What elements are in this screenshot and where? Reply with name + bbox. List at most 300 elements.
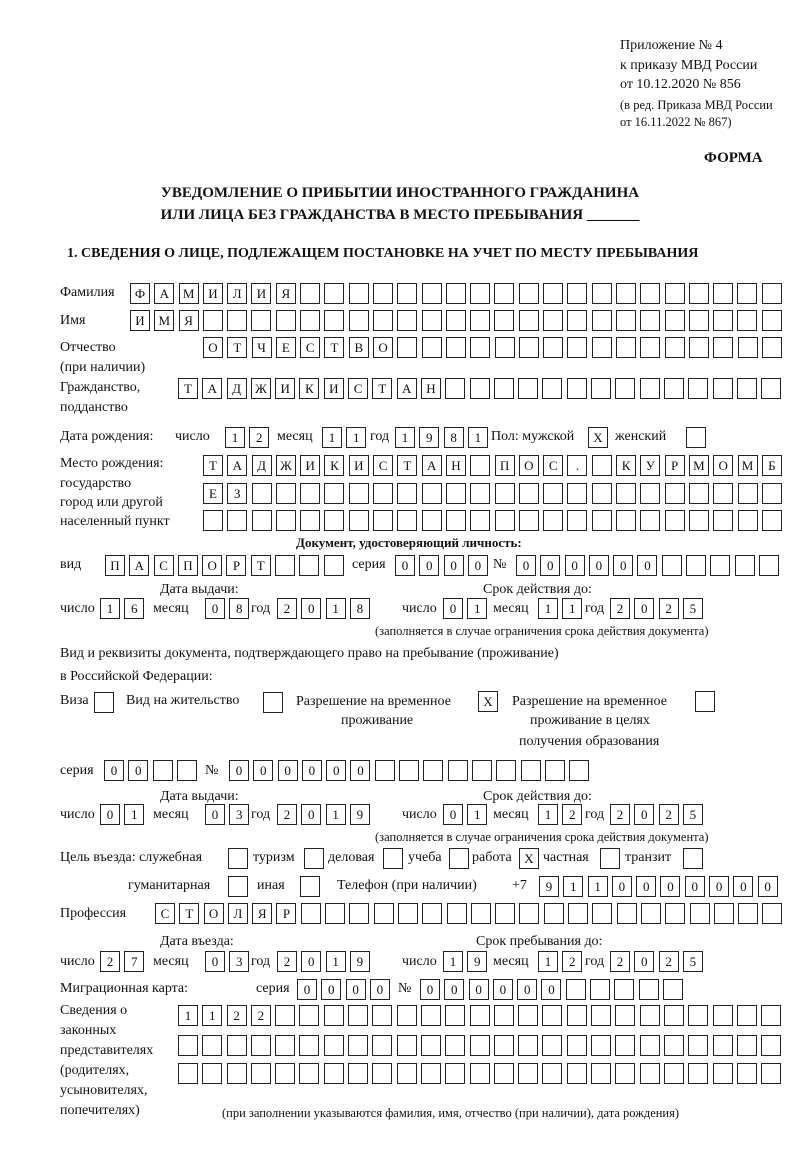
char-cell[interactable]: 1 <box>467 804 487 825</box>
char-cell[interactable] <box>713 483 733 504</box>
char-cell[interactable]: 0 <box>321 979 341 1000</box>
char-cell[interactable]: 0 <box>370 979 390 1000</box>
char-cell[interactable]: 0 <box>297 979 317 1000</box>
char-cell[interactable] <box>738 483 758 504</box>
char-cell[interactable] <box>422 903 442 924</box>
char-cell[interactable] <box>276 310 296 331</box>
char-cell[interactable] <box>543 337 563 358</box>
char-cell[interactable] <box>299 555 319 576</box>
char-cell[interactable]: 2 <box>562 804 582 825</box>
stay-issue-year[interactable] <box>277 804 370 825</box>
char-cell[interactable] <box>445 1063 465 1084</box>
char-cell[interactable]: 1 <box>563 876 583 897</box>
char-cell[interactable] <box>545 760 565 781</box>
char-cell[interactable]: О <box>204 903 224 924</box>
char-cell[interactable]: Л <box>227 283 247 304</box>
char-cell[interactable] <box>300 483 320 504</box>
char-cell[interactable] <box>542 1063 562 1084</box>
entry-year[interactable] <box>277 951 370 972</box>
char-cell[interactable] <box>592 337 612 358</box>
char-cell[interactable] <box>348 1005 368 1026</box>
char-cell[interactable] <box>471 903 491 924</box>
char-cell[interactable] <box>592 510 612 531</box>
char-cell[interactable] <box>202 1063 222 1084</box>
char-cell[interactable] <box>761 1035 781 1056</box>
char-cell[interactable] <box>713 378 733 399</box>
mc-series-field[interactable] <box>297 979 390 1000</box>
char-cell[interactable]: 0 <box>517 979 537 1000</box>
char-cell[interactable] <box>348 1063 368 1084</box>
id-issue-year[interactable] <box>277 598 370 619</box>
char-cell[interactable] <box>664 1035 684 1056</box>
char-cell[interactable] <box>495 510 515 531</box>
char-cell[interactable]: 5 <box>683 804 703 825</box>
char-cell[interactable] <box>592 310 612 331</box>
char-cell[interactable] <box>421 1063 441 1084</box>
char-cell[interactable] <box>494 310 514 331</box>
char-cell[interactable] <box>518 1035 538 1056</box>
char-cell[interactable] <box>762 310 782 331</box>
char-cell[interactable]: С <box>154 555 174 576</box>
char-cell[interactable]: 0 <box>326 760 346 781</box>
char-cell[interactable] <box>397 510 417 531</box>
char-cell[interactable] <box>591 1063 611 1084</box>
char-cell[interactable] <box>518 1005 538 1026</box>
phone-field[interactable] <box>539 876 778 897</box>
char-cell[interactable]: Д <box>252 455 272 476</box>
char-cell[interactable] <box>324 483 344 504</box>
char-cell[interactable]: Р <box>665 455 685 476</box>
char-cell[interactable]: 0 <box>589 555 609 576</box>
char-cell[interactable] <box>449 848 469 869</box>
birth-place-field[interactable] <box>203 483 782 504</box>
char-cell[interactable]: 0 <box>395 555 415 576</box>
char-cell[interactable]: К <box>616 455 636 476</box>
char-cell[interactable]: 0 <box>634 804 654 825</box>
char-cell[interactable] <box>494 1035 514 1056</box>
char-cell[interactable] <box>640 337 660 358</box>
char-cell[interactable]: М <box>154 310 174 331</box>
char-cell[interactable] <box>299 1063 319 1084</box>
char-cell[interactable] <box>710 555 730 576</box>
char-cell[interactable]: А <box>202 378 222 399</box>
char-cell[interactable] <box>494 1063 514 1084</box>
char-cell[interactable] <box>399 760 419 781</box>
char-cell[interactable] <box>590 979 610 1000</box>
char-cell[interactable] <box>227 1063 247 1084</box>
char-cell[interactable] <box>665 903 685 924</box>
char-cell[interactable] <box>422 510 442 531</box>
char-cell[interactable]: 0 <box>444 979 464 1000</box>
char-cell[interactable] <box>397 1063 417 1084</box>
char-cell[interactable] <box>665 283 685 304</box>
char-cell[interactable]: 1 <box>100 598 120 619</box>
char-cell[interactable]: Т <box>324 337 344 358</box>
char-cell[interactable]: 2 <box>610 598 630 619</box>
char-cell[interactable] <box>686 555 706 576</box>
char-cell[interactable] <box>738 337 758 358</box>
birth-day-field[interactable] <box>225 427 269 448</box>
char-cell[interactable] <box>543 283 563 304</box>
char-cell[interactable]: 0 <box>229 760 249 781</box>
char-cell[interactable] <box>275 1063 295 1084</box>
purpose-work-checkbox[interactable] <box>519 848 539 869</box>
char-cell[interactable] <box>423 760 443 781</box>
char-cell[interactable]: Н <box>421 378 441 399</box>
char-cell[interactable] <box>304 848 324 869</box>
char-cell[interactable]: О <box>203 337 223 358</box>
char-cell[interactable] <box>686 427 706 448</box>
char-cell[interactable] <box>373 510 393 531</box>
char-cell[interactable] <box>592 483 612 504</box>
char-cell[interactable] <box>445 1035 465 1056</box>
birth-place-field[interactable] <box>203 455 782 476</box>
char-cell[interactable]: 0 <box>443 804 463 825</box>
char-cell[interactable] <box>325 903 345 924</box>
char-cell[interactable]: 0 <box>420 979 440 1000</box>
char-cell[interactable] <box>737 378 757 399</box>
char-cell[interactable]: О <box>713 455 733 476</box>
char-cell[interactable] <box>397 483 417 504</box>
id-issue-month[interactable] <box>205 598 249 619</box>
char-cell[interactable]: 2 <box>251 1005 271 1026</box>
char-cell[interactable] <box>616 337 636 358</box>
char-cell[interactable]: Ж <box>276 455 296 476</box>
char-cell[interactable] <box>567 510 587 531</box>
char-cell[interactable] <box>472 760 492 781</box>
char-cell[interactable]: 3 <box>229 804 249 825</box>
char-cell[interactable] <box>422 337 442 358</box>
char-cell[interactable] <box>228 876 248 897</box>
stay-valid-year[interactable] <box>610 804 703 825</box>
char-cell[interactable] <box>397 1035 417 1056</box>
char-cell[interactable] <box>397 1005 417 1026</box>
char-cell[interactable]: О <box>373 337 393 358</box>
char-cell[interactable]: Е <box>203 483 223 504</box>
char-cell[interactable] <box>251 1063 271 1084</box>
stay-until-month[interactable] <box>538 951 582 972</box>
char-cell[interactable] <box>567 283 587 304</box>
char-cell[interactable]: И <box>251 283 271 304</box>
profession-field[interactable] <box>155 903 782 924</box>
char-cell[interactable]: 0 <box>733 876 753 897</box>
char-cell[interactable]: 2 <box>610 951 630 972</box>
id-valid-month[interactable] <box>538 598 582 619</box>
char-cell[interactable]: К <box>324 455 344 476</box>
char-cell[interactable]: 9 <box>350 951 370 972</box>
char-cell[interactable] <box>737 283 757 304</box>
char-cell[interactable]: У <box>640 455 660 476</box>
char-cell[interactable]: 0 <box>302 760 322 781</box>
char-cell[interactable]: 0 <box>660 876 680 897</box>
char-cell[interactable] <box>251 310 271 331</box>
char-cell[interactable] <box>737 1063 757 1084</box>
char-cell[interactable] <box>664 1063 684 1084</box>
char-cell[interactable] <box>299 1035 319 1056</box>
char-cell[interactable] <box>446 510 466 531</box>
char-cell[interactable] <box>446 337 466 358</box>
char-cell[interactable] <box>761 1063 781 1084</box>
char-cell[interactable] <box>762 903 782 924</box>
sex-female-checkbox[interactable] <box>686 427 706 448</box>
char-cell[interactable]: К <box>299 378 319 399</box>
char-cell[interactable]: В <box>349 337 369 358</box>
char-cell[interactable] <box>519 283 539 304</box>
char-cell[interactable] <box>178 1063 198 1084</box>
char-cell[interactable]: 9 <box>350 804 370 825</box>
char-cell[interactable] <box>640 1063 660 1084</box>
birth-place-field[interactable] <box>203 510 782 531</box>
char-cell[interactable] <box>94 692 114 713</box>
char-cell[interactable] <box>275 1035 295 1056</box>
representatives-field[interactable] <box>178 1005 781 1026</box>
char-cell[interactable]: 2 <box>277 598 297 619</box>
char-cell[interactable]: 0 <box>128 760 148 781</box>
char-cell[interactable] <box>665 337 685 358</box>
char-cell[interactable] <box>641 903 661 924</box>
citizenship-field[interactable] <box>178 378 781 399</box>
char-cell[interactable]: 0 <box>565 555 585 576</box>
purpose-other-checkbox[interactable] <box>300 876 320 897</box>
char-cell[interactable] <box>639 979 659 1000</box>
char-cell[interactable] <box>543 483 563 504</box>
char-cell[interactable] <box>251 1035 271 1056</box>
char-cell[interactable] <box>616 283 636 304</box>
char-cell[interactable] <box>591 1005 611 1026</box>
char-cell[interactable] <box>448 760 468 781</box>
id-valid-day[interactable] <box>443 598 487 619</box>
birth-month-field[interactable] <box>322 427 366 448</box>
char-cell[interactable] <box>615 1035 635 1056</box>
residence-checkbox[interactable] <box>263 692 283 713</box>
char-cell[interactable] <box>470 378 490 399</box>
char-cell[interactable] <box>688 1005 708 1026</box>
char-cell[interactable]: Ч <box>252 337 272 358</box>
char-cell[interactable]: 2 <box>249 427 269 448</box>
char-cell[interactable] <box>690 903 710 924</box>
char-cell[interactable] <box>689 283 709 304</box>
char-cell[interactable]: 0 <box>301 951 321 972</box>
char-cell[interactable] <box>470 483 490 504</box>
char-cell[interactable] <box>324 1063 344 1084</box>
char-cell[interactable]: 2 <box>277 804 297 825</box>
char-cell[interactable] <box>324 1035 344 1056</box>
char-cell[interactable] <box>495 337 515 358</box>
sex-male-checkbox[interactable] <box>588 427 608 448</box>
char-cell[interactable]: Т <box>251 555 271 576</box>
char-cell[interactable]: Ф <box>130 283 150 304</box>
char-cell[interactable] <box>759 555 779 576</box>
char-cell[interactable] <box>592 903 612 924</box>
char-cell[interactable]: 1 <box>178 1005 198 1026</box>
char-cell[interactable] <box>470 455 490 476</box>
char-cell[interactable] <box>227 310 247 331</box>
char-cell[interactable]: 0 <box>637 555 657 576</box>
char-cell[interactable]: 8 <box>350 598 370 619</box>
char-cell[interactable]: Я <box>276 283 296 304</box>
char-cell[interactable]: . <box>567 455 587 476</box>
char-cell[interactable] <box>544 903 564 924</box>
char-cell[interactable] <box>372 1005 392 1026</box>
purpose-study-checkbox[interactable] <box>449 848 469 869</box>
char-cell[interactable] <box>349 903 369 924</box>
char-cell[interactable]: 0 <box>301 804 321 825</box>
char-cell[interactable] <box>374 903 394 924</box>
char-cell[interactable]: 2 <box>100 951 120 972</box>
char-cell[interactable] <box>615 378 635 399</box>
purpose-transit-checkbox[interactable] <box>683 848 703 869</box>
char-cell[interactable]: Л <box>228 903 248 924</box>
id-kind-field[interactable] <box>105 555 344 576</box>
char-cell[interactable] <box>470 337 490 358</box>
char-cell[interactable]: 0 <box>636 876 656 897</box>
char-cell[interactable]: 1 <box>538 598 558 619</box>
stay-issue-month[interactable] <box>205 804 249 825</box>
char-cell[interactable]: 0 <box>758 876 778 897</box>
char-cell[interactable] <box>640 310 660 331</box>
char-cell[interactable]: Р <box>276 903 296 924</box>
char-cell[interactable] <box>494 283 514 304</box>
char-cell[interactable] <box>664 1005 684 1026</box>
char-cell[interactable]: X <box>478 691 498 712</box>
purpose-humanitarian-checkbox[interactable] <box>228 876 248 897</box>
char-cell[interactable] <box>662 555 682 576</box>
char-cell[interactable] <box>640 483 660 504</box>
char-cell[interactable] <box>713 310 733 331</box>
char-cell[interactable]: И <box>203 283 223 304</box>
char-cell[interactable] <box>688 1063 708 1084</box>
char-cell[interactable] <box>737 1035 757 1056</box>
char-cell[interactable] <box>421 1035 441 1056</box>
char-cell[interactable] <box>737 310 757 331</box>
char-cell[interactable]: 2 <box>610 804 630 825</box>
char-cell[interactable] <box>688 378 708 399</box>
char-cell[interactable] <box>275 555 295 576</box>
char-cell[interactable] <box>713 1035 733 1056</box>
stay-number-field[interactable] <box>229 760 589 781</box>
char-cell[interactable] <box>275 1005 295 1026</box>
char-cell[interactable] <box>494 378 514 399</box>
char-cell[interactable]: 0 <box>612 876 632 897</box>
char-cell[interactable] <box>263 692 283 713</box>
char-cell[interactable]: 1 <box>322 427 342 448</box>
char-cell[interactable] <box>738 903 758 924</box>
char-cell[interactable] <box>688 1035 708 1056</box>
char-cell[interactable] <box>519 510 539 531</box>
purpose-tourism-checkbox[interactable] <box>304 848 324 869</box>
char-cell[interactable]: 9 <box>467 951 487 972</box>
char-cell[interactable] <box>300 310 320 331</box>
char-cell[interactable] <box>591 1035 611 1056</box>
purpose-business-checkbox[interactable] <box>383 848 403 869</box>
char-cell[interactable] <box>349 483 369 504</box>
birth-year-field[interactable] <box>395 427 488 448</box>
char-cell[interactable] <box>349 510 369 531</box>
char-cell[interactable]: 0 <box>685 876 705 897</box>
char-cell[interactable] <box>683 848 703 869</box>
char-cell[interactable]: 0 <box>346 979 366 1000</box>
char-cell[interactable] <box>177 760 197 781</box>
char-cell[interactable] <box>397 337 417 358</box>
char-cell[interactable]: И <box>324 378 344 399</box>
char-cell[interactable]: О <box>202 555 222 576</box>
entry-month[interactable] <box>205 951 249 972</box>
char-cell[interactable] <box>373 483 393 504</box>
char-cell[interactable] <box>445 378 465 399</box>
char-cell[interactable]: 0 <box>100 804 120 825</box>
char-cell[interactable] <box>665 310 685 331</box>
char-cell[interactable] <box>421 1005 441 1026</box>
char-cell[interactable] <box>567 378 587 399</box>
entry-day[interactable] <box>100 951 144 972</box>
char-cell[interactable] <box>543 510 563 531</box>
char-cell[interactable] <box>470 310 490 331</box>
char-cell[interactable] <box>543 310 563 331</box>
char-cell[interactable]: 1 <box>202 1005 222 1026</box>
char-cell[interactable] <box>689 510 709 531</box>
char-cell[interactable] <box>616 483 636 504</box>
char-cell[interactable]: П <box>495 455 515 476</box>
char-cell[interactable]: П <box>105 555 125 576</box>
char-cell[interactable] <box>348 1035 368 1056</box>
char-cell[interactable] <box>495 483 515 504</box>
char-cell[interactable] <box>375 760 395 781</box>
char-cell[interactable]: А <box>154 283 174 304</box>
char-cell[interactable] <box>373 310 393 331</box>
char-cell[interactable]: 0 <box>709 876 729 897</box>
char-cell[interactable] <box>737 1005 757 1026</box>
char-cell[interactable]: 0 <box>540 555 560 576</box>
char-cell[interactable] <box>324 555 344 576</box>
char-cell[interactable]: С <box>373 455 393 476</box>
char-cell[interactable] <box>446 283 466 304</box>
char-cell[interactable] <box>567 310 587 331</box>
char-cell[interactable]: 0 <box>443 598 463 619</box>
char-cell[interactable]: 2 <box>659 598 679 619</box>
char-cell[interactable]: А <box>397 378 417 399</box>
char-cell[interactable]: 1 <box>225 427 245 448</box>
char-cell[interactable] <box>227 510 247 531</box>
representatives-field[interactable] <box>178 1035 781 1056</box>
char-cell[interactable] <box>422 310 442 331</box>
char-cell[interactable]: З <box>227 483 247 504</box>
char-cell[interactable]: 6 <box>124 598 144 619</box>
char-cell[interactable] <box>665 510 685 531</box>
char-cell[interactable] <box>153 760 173 781</box>
char-cell[interactable]: 0 <box>205 598 225 619</box>
char-cell[interactable]: И <box>275 378 295 399</box>
char-cell[interactable]: 0 <box>469 979 489 1000</box>
char-cell[interactable] <box>519 337 539 358</box>
char-cell[interactable]: А <box>422 455 442 476</box>
char-cell[interactable]: X <box>588 427 608 448</box>
char-cell[interactable] <box>299 1005 319 1026</box>
char-cell[interactable] <box>203 510 223 531</box>
char-cell[interactable]: 1 <box>124 804 144 825</box>
char-cell[interactable]: М <box>179 283 199 304</box>
char-cell[interactable]: Р <box>226 555 246 576</box>
char-cell[interactable] <box>202 1035 222 1056</box>
char-cell[interactable] <box>447 903 467 924</box>
char-cell[interactable]: И <box>349 455 369 476</box>
char-cell[interactable] <box>324 283 344 304</box>
char-cell[interactable]: 1 <box>468 427 488 448</box>
char-cell[interactable]: А <box>129 555 149 576</box>
char-cell[interactable]: 1 <box>326 598 346 619</box>
char-cell[interactable] <box>518 378 538 399</box>
char-cell[interactable] <box>276 483 296 504</box>
char-cell[interactable]: О <box>519 455 539 476</box>
